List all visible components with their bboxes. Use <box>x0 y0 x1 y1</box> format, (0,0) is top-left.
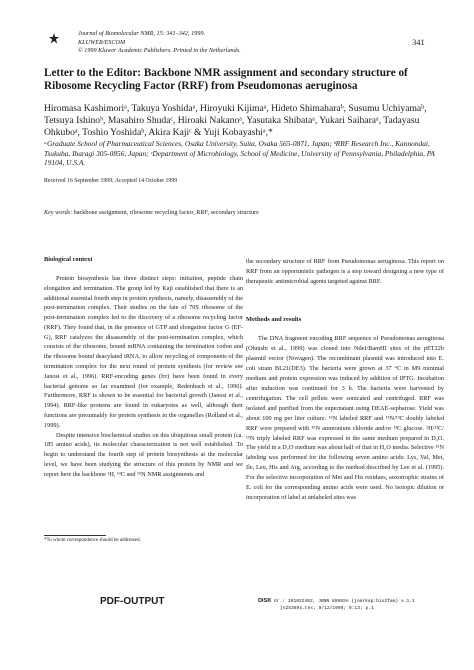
section-heading-biological-context: Biological context <box>44 256 93 263</box>
right-column-methods <box>246 334 444 503</box>
keywords-text: backbone assignment, ribosome recycling factor, RRF, secondary structure <box>73 209 259 216</box>
page-number: 341 <box>412 37 425 47</box>
disk-info <box>258 598 415 612</box>
keywords <box>44 209 259 216</box>
paragraph: the secondary structure of RRF from Pseudomonas aeruginosa. This report on RRF from an opportunistic pathogen is a step toward designing a new type of therapeutic antimicrobial agents targeted against RRF. <box>246 258 444 285</box>
copyright-notice: © 1999 Kluwer Academic Publishers. Printed in the Netherlands. <box>78 47 241 55</box>
keywords-label: Key words: <box>44 209 73 216</box>
paragraph: Despite intensive biochemical studies on this ubiquitous small protein (ca. 185 amino acids), its molecular characterization is not well established. To begin to understand the fourth step of protein biosynthesis at the molecular level, we have been studying the structure of this protein by NMR and we report here the backbone ¹H, ¹³C and ¹⁵N NMR assignments and <box>44 431 243 478</box>
publisher-imprint: KLUWER/ESCOM <box>78 38 126 46</box>
paragraph: Protein biosynthesis has three distinct steps: initiation, peptide chain elongation and termination. The group led by Kaji established that there is an additional essential fourth step in protein synthesis, namely, disassembly of the post-termination complex. Their studies on the fate of 70S ribosome of the post-termination complex led to the discovery of a ribosome recycling factor (RRF). They found that, in the presence of GTP and elongation factor G (EF-G), RRF catalyzes the disassembly of the post-termination complex, which consists of the ribosome, bound mRNA containing the termination codon and the ribosome bound deacylated tRNA, to allow recycling of components of the termination complex for the next round of protein synthesis (for review see Janosi et al., 1996). RRF-encoding genes (frr) have been found in every bacterial genome so far examined (for example, Redenbach et al., 1996). Furthermore, RRF is shown to be essential for bacterial growth (Janosi et al., 1994). RRF-like proteins are found in eukaryotes as well, although their functions are presumably for protein synthesis in the organelles (Rolland et al., 1999). <box>44 275 243 429</box>
pdf-output-label: PDF-OUTPUT <box>100 596 165 607</box>
publisher-logo-icon <box>44 32 64 46</box>
left-column <box>44 274 243 479</box>
journal-citation: Journal of Biomolecular NMR, 15: 341–342, 1999. <box>78 30 206 37</box>
footnote: *To whom correspondence should be addressed. <box>44 538 141 543</box>
section-heading-methods: Methods and results <box>246 316 302 323</box>
footnote-rule <box>44 535 106 536</box>
paragraph: The DNA fragment encoding RRF sequence of Pseudomonas aeruginosa (Ohnishi et al., 1999) was cloned into NdeI/BamHI sites of the pET22b plasmid vector (Novagen). The recombinant plasmid was introduced into E. coli strain BL21(DE3). The bacteria were grown at 37 °C in M9 minimal medium and protein expression was induced by addition of IPTG. Incubation after induction was continued for 3 h. The bacteria were harvested by centrifugation. The cell pellets were sonicated and centrifuged. RRF was isolated and purified from the supernatant using DEAE-sepharose. Yield was about 100 mg per liter culture. ¹⁵N labeled RRF and ¹⁵N/¹³C doubly labeled RRF were prepared with ¹⁵N ammonium chloride and/or ¹³C glucose. ²H/¹³C/¹⁵N triply labeled RRF was expressed in the same medium prepared in D₂O. The yield in a D₂O medium was about half of that in H₂O media. Selective ¹⁵N labeling was performed for the following seven amino acids: Lys, Val, Met, Ile, Leu, His and Arg, according to the method described by Lee et al. (1995). For the selective incorporation of Met and His residues, auxotrophic strains of E. coli for the corresponding amino acids were used. No isotopic dilution or incorporation of label at unlabeled sites was <box>246 335 444 502</box>
journal-header <box>78 30 241 56</box>
disk-label: DISK <box>258 598 272 604</box>
disk-line-2: jn253694.tex; 9/12/1999; 9:13; p.1 <box>280 606 374 612</box>
affiliations: ᵃGraduate School of Pharmaceutical Sciences, Osaka University, Suita, Osaka 565-0871, Japan; ᵇRRF Research Inc., Kannondai, Tsukuba, Ibaragi 305-0856, Japan; ᶜDepartment of Microbiology, School of Medicine, University of Pennsylvania, Philadelphia, PA 19104, U.S.A. <box>44 139 435 168</box>
disk-line-1: Gr.: 201022402, JBNN 8995SA (jnmrkap:bio2fam) v.1.1 <box>274 599 415 604</box>
author-list: Hiromasa Kashimoriᵃ, Takuya Yoshidaᵃ, Hiroyuki Kijimaᵃ, Hideto Shimaharaᵇ, Susumu Uchiyamaᵇ, Tetsuya Ishinoᵇ, Masahiro Shudaᶜ, Hiroaki Nakanoᵃ, Yasutaka Shibataᵃ, Yukari Saiharaᵃ, Tadayasu Ohkuboᵃ, Toshio Yoshidaᵇ, Akira Kajiᶜ & Yuji Kobayashiᵃ,* <box>44 103 427 139</box>
received-dates: Received 16 September 1999; Accepted 14 October 1999 <box>44 178 178 184</box>
article-title: Letter to the Editor: Backbone NMR assignment and secondary structure of Ribosome Recycling Factor (RRF) from Pseudomonas aeruginosa <box>44 67 408 93</box>
right-column-intro <box>246 257 444 287</box>
